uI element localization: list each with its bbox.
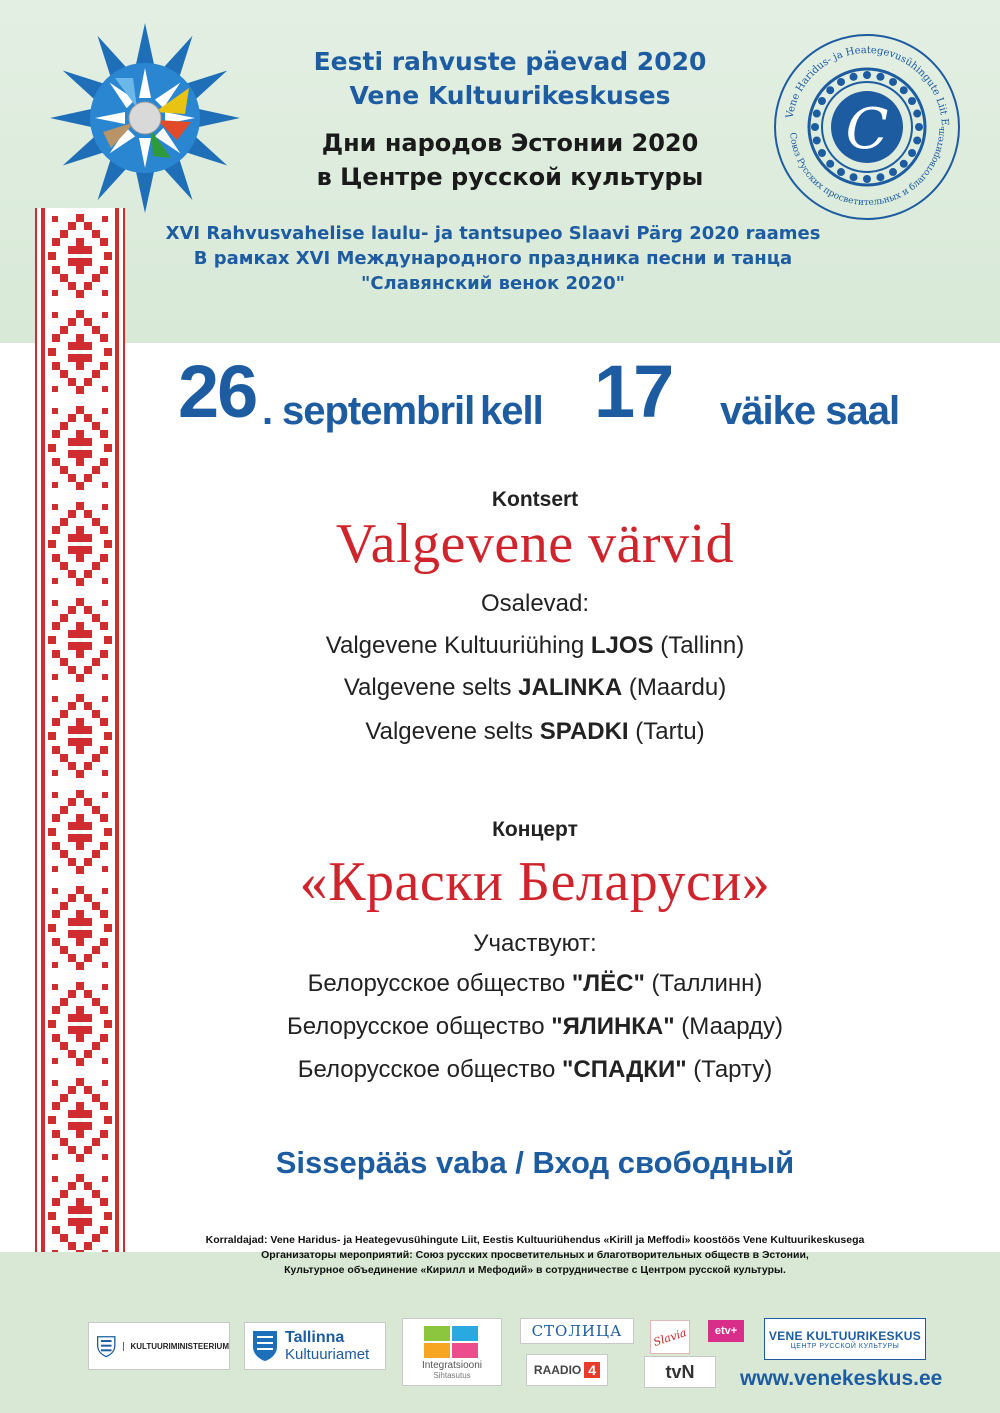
seal-ornament-dot — [863, 71, 871, 79]
tvn-logo — [644, 1356, 716, 1388]
tvn-label: tvN — [665, 1361, 695, 1382]
event-date-line — [170, 352, 930, 442]
organizers-ru-1: Организаторы мероприятий: Союз русских просветительных и благотворительных обществ в Эстонии, — [261, 1249, 809, 1261]
slavia-logo — [650, 1320, 690, 1354]
festival-frame-ru-1: В рамках XVI Международного праздника песни и танца — [193, 248, 793, 269]
seal-ornament-dot — [850, 173, 858, 181]
seal-ornament-dot — [913, 136, 921, 144]
header-title-ru-2: в Центре русской культуры — [316, 163, 704, 191]
seal-ornament-dot — [837, 168, 845, 176]
seal-ornament-dot — [850, 73, 858, 81]
seal-ornament-dot — [837, 78, 845, 86]
seal-ornament-dot — [826, 160, 834, 168]
website-link[interactable]: www.venekeskus.ee — [740, 1367, 943, 1390]
seal-ornament-dot — [876, 73, 884, 81]
estonian-coat-of-arms-icon — [95, 1329, 117, 1363]
concert-kind-ru: Концерт — [492, 818, 578, 841]
seal-ornament-dot — [900, 160, 908, 168]
performer-et-1: Valgevene Kultuuriühing LJOS (Tallinn) — [325, 632, 745, 659]
radio4-logo — [526, 1354, 608, 1386]
slavia-label: Slavia — [651, 1325, 689, 1349]
tallinn-shield-icon — [251, 1329, 279, 1363]
ministry-of-culture-logo — [88, 1322, 230, 1370]
participants-label-et: Osalevad: — [480, 590, 590, 617]
seal-text-outer: Vene Haridus- ja Heategevusühingute Liit E — [784, 44, 951, 127]
stolitsa-label: СТОЛИЦА — [531, 1322, 623, 1340]
concert-kind-et: Kontsert — [491, 488, 579, 511]
seal-ornament-dot — [876, 173, 884, 181]
stolitsa-logo — [520, 1318, 634, 1344]
seal-ornament-dot — [811, 123, 819, 131]
seal-ornament-dot — [813, 136, 821, 144]
seal-ornament-dot — [913, 110, 921, 118]
seal-ornament-dot — [813, 110, 821, 118]
seal-ornament-dot — [889, 168, 897, 176]
event-hall: väike saal — [720, 389, 900, 433]
venekeskus-label-1: VENE KULTUURIKESKUS — [768, 1328, 922, 1343]
header-title-et-1: Eesti rahvuste päevad 2020 — [313, 47, 707, 76]
seal-ornament-dot — [908, 97, 916, 105]
event-kell: kell — [480, 389, 543, 433]
integration-label-2: Sihtasutus — [433, 1371, 471, 1380]
tallinn-label-2: Kultuuriamet — [285, 1346, 370, 1363]
event-day: 26 — [178, 350, 257, 433]
participants-label-ru: Участвуют: — [473, 930, 597, 957]
seal-ornament-dot — [818, 149, 826, 157]
event-month: septembril — [282, 389, 475, 433]
seal-text-inner: Союз Русских просветительных и благотворитель — [787, 126, 948, 209]
vene-kultuurikeskus-logo — [764, 1318, 926, 1360]
seal-ornament-dot — [863, 175, 871, 183]
organizers-et: Korraldajad: Vene Haridus- ja Heategevusühingute Liit, Eestis Kultuuriühendus «Kirill ja Meffodi» koostöös Vene Kultuurikeskusega — [205, 1234, 865, 1246]
seal-ornament-dot — [908, 149, 916, 157]
puzzle-icon — [422, 1324, 482, 1360]
event-hour: 17 — [594, 350, 673, 433]
ornament-ribbon — [35, 208, 125, 1252]
tallinn-label-1: Tallinna — [285, 1329, 345, 1346]
etv-plus-logo — [708, 1320, 744, 1342]
radio4-number: 4 — [584, 1362, 600, 1378]
organizers-ru-2: Культурное объединение «Кирилл и Мефодий» в сотрудничестве с Центром русской культуры. — [284, 1264, 786, 1276]
header-title-et-2: Vene Kultuurikeskuses — [349, 81, 671, 110]
performer-et-2: Valgevene selts JALINKA (Maardu) — [343, 674, 727, 701]
concert-title-et: Valgevene värvid — [335, 513, 735, 575]
seal-ornament-dot — [915, 123, 923, 131]
seal-ornament-dot — [826, 86, 834, 94]
performer-ru-2: Белорусское общество "ЯЛИНКА" (Маарду) — [286, 1013, 784, 1040]
cornflower-logo — [45, 18, 245, 218]
festival-frame-ru-2: "Славянский венок 2020" — [360, 273, 626, 294]
seal-ornament-dot — [818, 97, 826, 105]
performer-ru-1: Белорусское общество "ЛЁС" (Таллинн) — [307, 970, 763, 997]
festival-frame-et: XVI Rahvusvahelise laulu- ja tantsupeo Slaavi Pärg 2020 raames — [165, 223, 821, 244]
seal-ornament-dot — [900, 86, 908, 94]
seal-ornament-dot — [889, 78, 897, 86]
performer-ru-3: Белорусское общество "СПАДКИ" (Тарту) — [297, 1056, 773, 1083]
etv-label: etv+ — [714, 1325, 738, 1337]
header-title-ru-1: Дни народов Эстонии 2020 — [321, 129, 699, 157]
event-day-dot: . — [262, 389, 274, 433]
venekeskus-label-2: ЦЕНТР РУССКОЙ КУЛЬТУРЫ — [790, 1342, 900, 1350]
integration-label-1: Integratsiooni — [421, 1360, 483, 1371]
tallinn-culture-office-logo — [244, 1322, 386, 1370]
performer-et-3: Valgevene selts SPADKI (Tartu) — [365, 718, 705, 745]
union-seal-logo — [770, 30, 965, 225]
concert-title-ru: «Краски Беларуси» — [299, 851, 771, 913]
seal-monogram: С — [845, 97, 889, 162]
radio4-label: RAADIO — [533, 1363, 582, 1377]
ministry-label: KULTUURIMINISTEERIUM — [123, 1342, 229, 1351]
integration-foundation-logo — [402, 1318, 502, 1386]
free-entry-notice: Sissepääs vaba / Вход свободный — [275, 1145, 795, 1180]
